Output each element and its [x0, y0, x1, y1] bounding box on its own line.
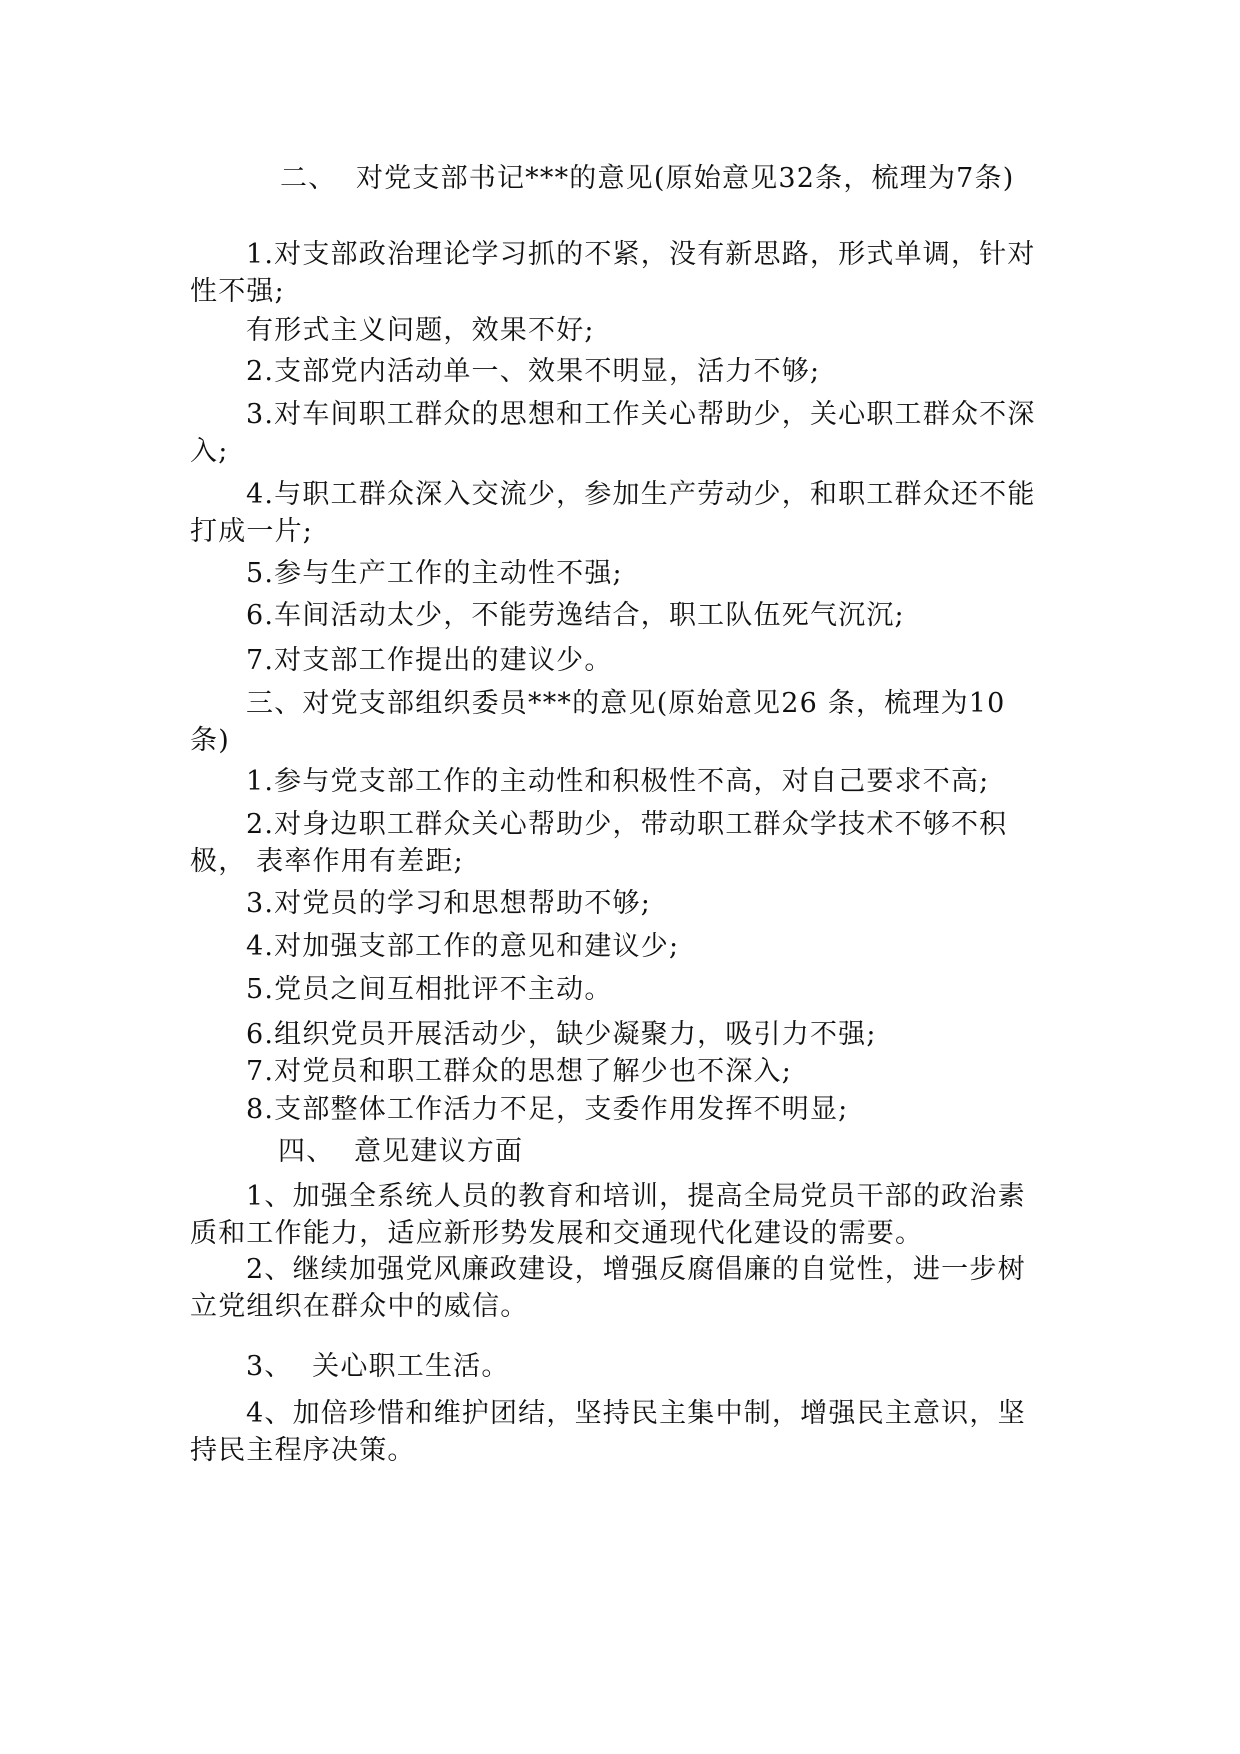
section-2-item-2: 2.支部党内活动单一、效果不明显，活力不够; — [246, 356, 821, 387]
section-2-item-1-cont: 有形式主义问题，效果不好; — [246, 315, 595, 346]
section-4-item-4: 4、加倍珍惜和维护团结，坚持民主集中制，增强民主意识，坚持民主程序决策。 — [190, 1398, 1026, 1466]
section-2-heading: 二、 对党支部书记***的意见(原始意见32条，梳理为7条) — [280, 163, 1015, 194]
section-2-item-7: 7.对支部工作提出的建议少。 — [246, 645, 613, 676]
section-2-item-4: 4.与职工群众深入交流少，参加生产劳动少，和职工群众还不能打成一片; — [190, 479, 1036, 547]
section-2-item-5: 5.参与生产工作的主动性不强; — [246, 558, 623, 589]
section-4-item-1: 1、加强全系统人员的教育和培训，提高全局党员干部的政治素 质和工作能力，适应新形势发展和交通现代化建设的需要。 — [190, 1181, 1036, 1249]
section-3-item-3: 3.对党员的学习和思想帮助不够; — [246, 888, 652, 919]
section-4-heading: 四、 意见建议方面 — [278, 1136, 524, 1167]
section-2-item-3: 3.对车间职工群众的思想和工作关心帮助少，关心职工群众不深入; — [190, 399, 1036, 467]
section-3-item-2: 2.对身边职工群众关心帮助少，带动职工群众学技术不够不积极， 表率作用有差距; — [190, 809, 1008, 877]
section-4-item-2: 2、继续加强党风廉政建设，增强反腐倡廉的自觉性，进一步树立党组织在群众中的威信。 — [190, 1254, 1026, 1322]
section-2-item-6: 6.车间活动太少，不能劳逸结合，职工队伍死气沉沉; — [246, 600, 905, 631]
section-3-item-7: 7.对党员和职工群众的思想了解少也不深入; — [246, 1056, 793, 1087]
section-3-item-6: 6.组织党员开展活动少，缺少凝聚力，吸引力不强; — [246, 1019, 877, 1050]
section-3-item-8: 8.支部整体工作活力不足，支委作用发挥不明显; — [246, 1094, 849, 1125]
section-4-item-3: 3、 关心职工生活。 — [246, 1351, 510, 1382]
section-3-item-5: 5.党员之间互相批评不主动。 — [246, 974, 613, 1005]
section-2-item-1: 1.对支部政治理论学习抓的不紧，没有新思路，形式单调，针对性不强; — [190, 239, 1036, 307]
section-3-item-4: 4.对加强支部工作的意见和建议少; — [246, 931, 680, 962]
section-3-item-1: 1.参与党支部工作的主动性和积极性不高，对自己要求不高; — [246, 766, 990, 797]
section-3-heading: 三、对党支部组织委员***的意见(原始意见26 条，梳理为10 条) — [190, 688, 1016, 756]
